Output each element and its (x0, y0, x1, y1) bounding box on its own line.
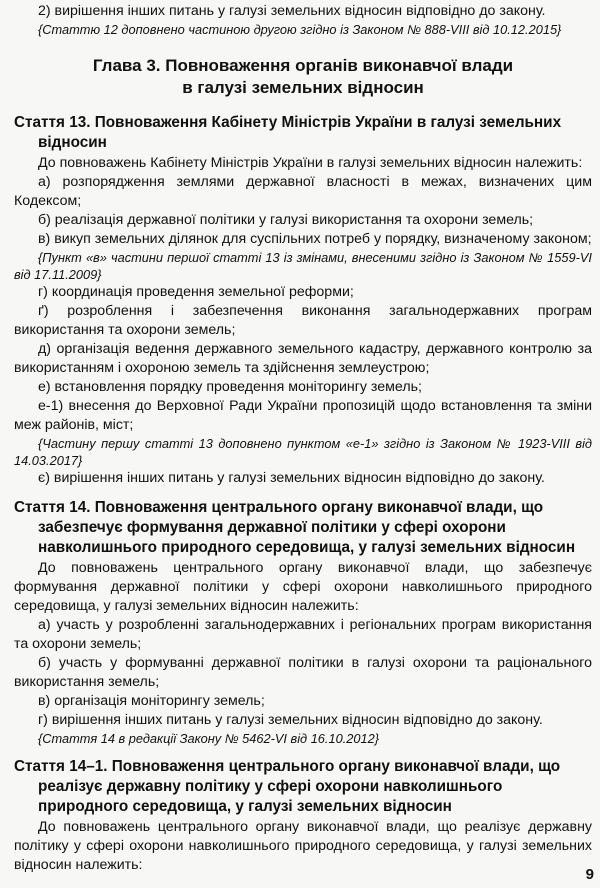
paragraph: До повноважень Кабінету Міністрів України в галузі земельних відносин належить: (38, 155, 583, 171)
paragraph: а) участь у розробленні загальнодержавних і регіональних програм використання та охорони земель; (14, 617, 592, 652)
paragraph: д) організація ведення державного земельного кадастру, державного контролю за використанням і охороною земель та здійснення землеустрою; (14, 341, 592, 376)
paragraph: в) організація моніторингу земель; (38, 693, 265, 709)
paragraph: в) викуп земельних ділянок для суспільних потреб у порядку, визначеному законом; (38, 231, 592, 247)
amendment-note: {Частину першу статті 13 доповнено пунктом «е-1» згідно із Законом № 1923-VIII від 14.03.2017} (14, 436, 592, 468)
chapter-title (14, 55, 592, 99)
chapter-title-line: Глава 3. Повноваження органів виконавчої влади (92, 56, 514, 75)
article-14-1-title: Стаття 14–1. Повноваження центрального органу виконавчої влади, що реалізує державну політику у сфері охорони навколишнього природного середовища, у галузі земельних відносин (14, 758, 561, 815)
page-number: 9 (585, 866, 594, 883)
amendment-note: {Пункт «в» частини першої статті 13 із змінами, внесеними згідно із Законом № 1559-VI від 17.11.2009} (14, 250, 592, 282)
paragraph: До повноважень центрального органу виконавчої влади, що забезпечує формування державної політики у сфері охорони навколишнього природного середовища, у галузі земельних відносин належить: (14, 560, 592, 614)
article-14-title: Стаття 14. Повноваження центрального органу виконавчої влади, що забезпечує формування державної політики у сфері охорони навколишнього природного середовища, у галузі земельних відносин (14, 499, 576, 556)
document-page (0, 2, 600, 888)
paragraph: г) координація проведення земельної реформи; (38, 284, 354, 300)
paragraph: є) вирішення інших питань у галузі земельних відносин відповідно до закону. (38, 470, 545, 486)
paragraph: е) встановлення порядку проведення моніторингу земель; (38, 379, 422, 395)
paragraph: До повноважень центрального органу виконавчої влади, що реалізує державну політику у сфері охорони навколишнього природного середовища, у галузі земельних відносин належить: (14, 819, 592, 873)
amendment-note: {Статтю 12 доповнено частиною другою згідно із Законом № 888-VIII від 10.12.2015} (38, 22, 562, 37)
paragraph: е-1) внесення до Верховної Ради України пропозицій щодо встановлення та зміни меж районів, міст; (14, 398, 592, 433)
paragraph: 2) вирішення інших питань у галузі земельних відносин відповідно до закону. (38, 3, 546, 19)
paragraph: а) розпорядження землями державної власності в межах, визначених цим Кодексом; (14, 174, 592, 209)
chapter-title-line: в галузі земельних відносин (182, 78, 424, 97)
paragraph: ґ) розроблення і забезпечення виконання загальнодержавних програм використання та охорони земель; (14, 303, 592, 338)
amendment-note: {Стаття 14 в редакції Закону № 5462-VI від 16.10.2012} (38, 731, 380, 746)
paragraph: б) реалізація державної політики у галузі використання та охорони земель; (38, 212, 534, 228)
paragraph: г) вирішення інших питань у галузі земельних відносин відповідно до закону. (38, 712, 543, 728)
article-13-title: Стаття 13. Повноваження Кабінету Міністрів України в галузі земельних відносин (14, 114, 562, 151)
paragraph: б) участь у формуванні державної політики в галузі охорони та раціонального використання земель; (14, 655, 592, 690)
